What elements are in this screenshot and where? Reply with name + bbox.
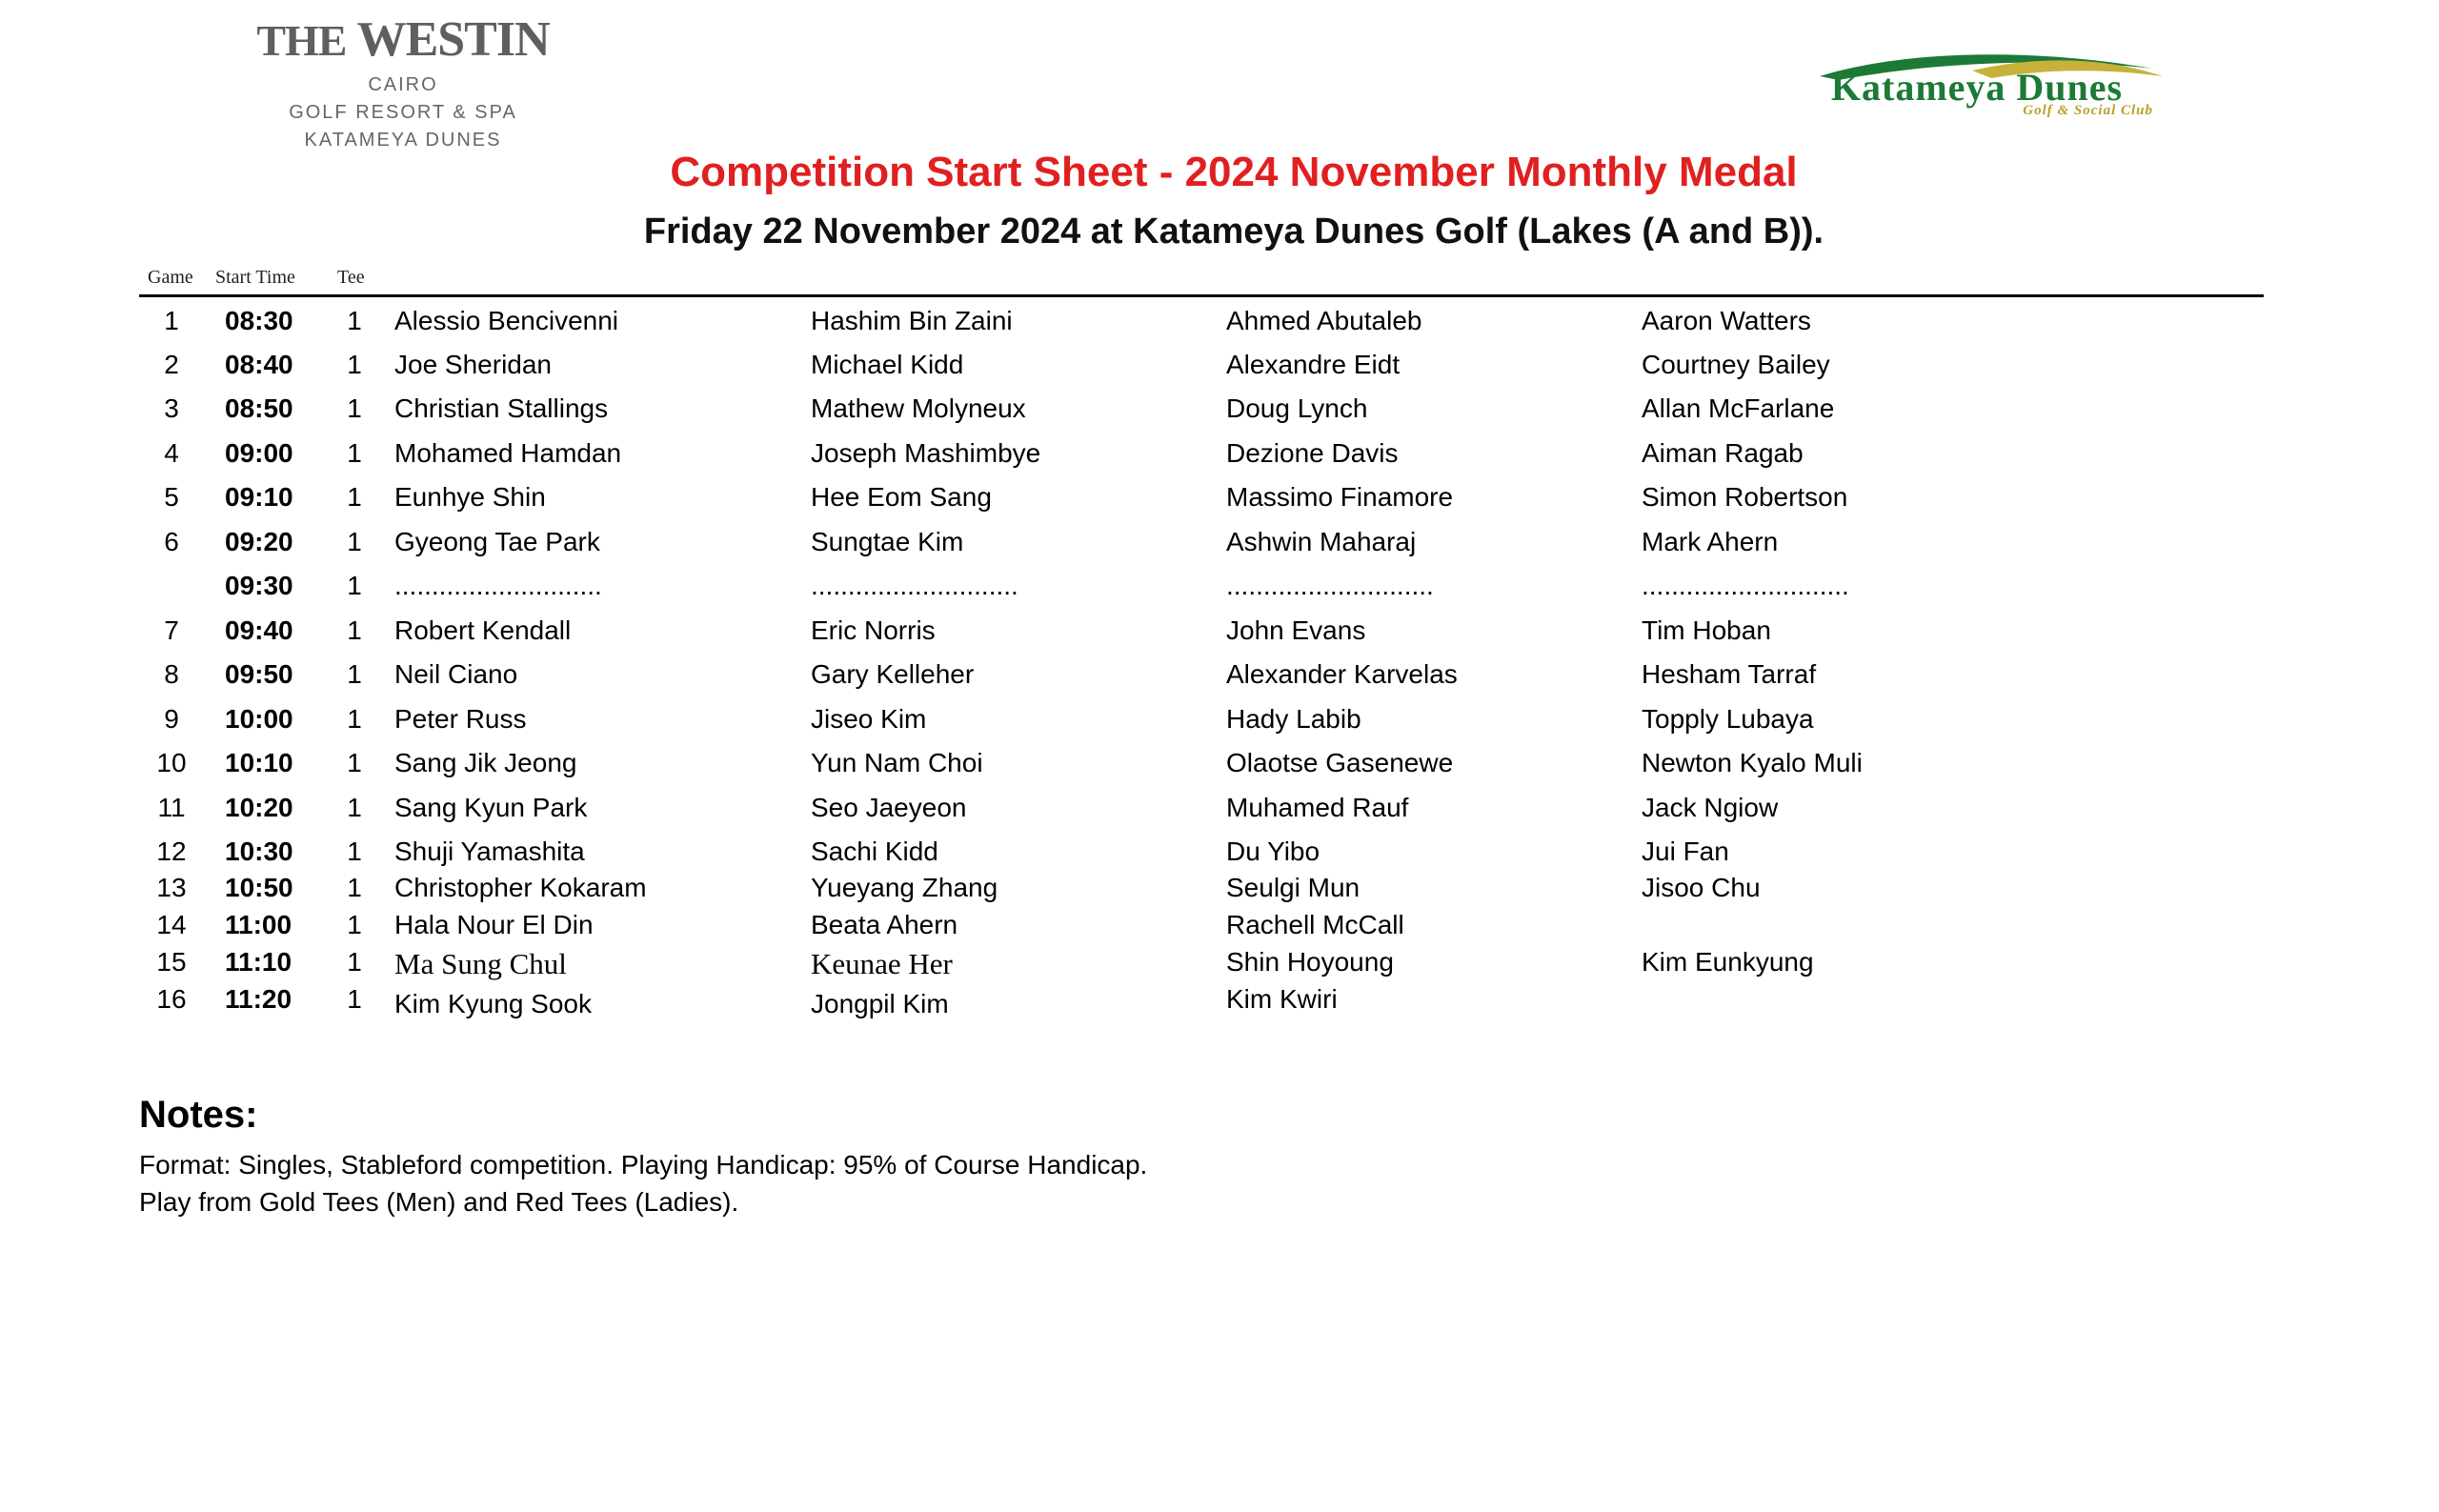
player-4: Topply Lubaya — [1642, 704, 1814, 734]
table-row — [0, 659, 2439, 697]
column-header-tee: Tee — [337, 267, 365, 288]
tee-number: 1 — [347, 659, 362, 689]
start-time: 08:50 — [225, 393, 293, 423]
player-3: Alexandre Eidt — [1226, 350, 1401, 379]
player-4: Courtney Bailey — [1642, 350, 1830, 379]
westin-logo-line: KATAMEYA DUNES — [304, 130, 502, 151]
player-2: Joseph Mashimbye — [811, 438, 1041, 468]
page-title: Competition Start Sheet - 2024 November Monthly Medal — [670, 149, 1798, 195]
game-number: 8 — [164, 659, 179, 689]
game-number: 12 — [156, 837, 187, 866]
page-subtitle: Friday 22 November 2024 at Katameya Dunes Golf (Lakes (A and B)). — [643, 212, 1824, 252]
start-time: 09:00 — [225, 438, 293, 468]
player-3: Doug Lynch — [1226, 393, 1368, 423]
table-row — [0, 910, 2439, 948]
game-number: 1 — [164, 306, 179, 335]
tee-number: 1 — [347, 527, 362, 556]
game-number: 2 — [164, 350, 179, 379]
tee-number: 1 — [347, 306, 362, 335]
game-number: 3 — [164, 393, 179, 423]
player-4: Simon Robertson — [1642, 482, 1848, 512]
start-time: 10:10 — [225, 748, 293, 777]
tee-number: 1 — [347, 910, 362, 939]
player-4: Jisoo Chu — [1642, 873, 1761, 902]
tee-number: 1 — [347, 837, 362, 866]
player-2: Jongpil Kim — [811, 989, 949, 1018]
player-2: Michael Kidd — [811, 350, 964, 379]
notes-heading: Notes: — [139, 1094, 258, 1136]
player-1: Joe Sheridan — [394, 350, 553, 379]
player-3: Ahmed Abutaleb — [1226, 306, 1422, 335]
player-3: ............................ — [1226, 571, 1434, 600]
table-row — [0, 438, 2439, 476]
tee-number: 1 — [347, 793, 362, 822]
player-3: Du Yibo — [1226, 837, 1320, 866]
westin-logo — [236, 13, 570, 154]
start-time: 11:20 — [225, 984, 292, 1014]
start-time: 09:10 — [225, 482, 293, 512]
tee-number: 1 — [347, 615, 362, 645]
start-time: 08:40 — [225, 350, 293, 379]
table-row — [0, 393, 2439, 432]
player-1: Mohamed Hamdan — [394, 438, 622, 468]
katameya-dunes-logo — [1782, 48, 2172, 124]
player-2: Beata Ahern — [811, 910, 958, 939]
player-3: Kim Kwiri — [1226, 984, 1338, 1014]
note-line: Format: Singles, Stableford competition. Playing Handicap: 95% of Course Handicap. — [139, 1150, 1148, 1179]
player-2: Keunae Her — [811, 947, 953, 980]
player-1: Christian Stallings — [394, 393, 609, 423]
table-row — [0, 793, 2439, 831]
player-4: ............................ — [1642, 571, 1849, 600]
start-time: 09:50 — [225, 659, 293, 689]
game-number: 15 — [156, 947, 187, 977]
player-1: Gyeong Tae Park — [394, 527, 600, 556]
player-2: Yueyang Zhang — [811, 873, 998, 902]
tee-number: 1 — [347, 873, 362, 902]
player-4: Aaron Watters — [1642, 306, 1811, 335]
player-3: Shin Hoyoung — [1226, 947, 1394, 977]
player-1: Neil Ciano — [394, 659, 518, 689]
player-2: Yun Nam Choi — [811, 748, 983, 777]
table-row — [0, 984, 2439, 1022]
player-1: ............................ — [394, 571, 602, 600]
table-row — [0, 482, 2439, 520]
player-1: Hala Nour El Din — [394, 910, 594, 939]
start-time: 11:10 — [225, 947, 292, 977]
player-4: Aiman Ragab — [1642, 438, 1804, 468]
table-row — [0, 571, 2439, 609]
tee-number: 1 — [347, 947, 362, 977]
player-4: Newton Kyalo Muli — [1642, 748, 1863, 777]
player-1: Ma Sung Chul — [394, 947, 567, 980]
tee-number: 1 — [347, 571, 362, 600]
player-1: Robert Kendall — [394, 615, 572, 645]
table-row — [0, 350, 2439, 388]
start-time: 10:30 — [225, 837, 293, 866]
table-row — [0, 615, 2439, 654]
player-3: Ashwin Maharaj — [1226, 527, 1417, 556]
player-4: Hesham Tarraf — [1642, 659, 1817, 689]
player-4: Tim Hoban — [1642, 615, 1771, 645]
player-4: Allan McFarlane — [1642, 393, 1835, 423]
player-3: Massimo Finamore — [1226, 482, 1454, 512]
tee-number: 1 — [347, 984, 362, 1014]
table-row — [0, 873, 2439, 911]
table-row — [0, 527, 2439, 565]
note-line: Play from Gold Tees (Men) and Red Tees (Ladies). — [139, 1187, 739, 1217]
start-time: 10:00 — [225, 704, 293, 734]
player-2: Gary Kelleher — [811, 659, 975, 689]
game-number: 14 — [156, 910, 187, 939]
player-1: Kim Kyung Sook — [394, 989, 592, 1018]
table-row — [0, 306, 2439, 344]
game-number: 6 — [164, 527, 179, 556]
player-3: Alexander Karvelas — [1226, 659, 1458, 689]
start-time: 10:50 — [225, 873, 293, 902]
player-3: Olaotse Gasenewe — [1226, 748, 1454, 777]
player-4: Jui Fan — [1642, 837, 1729, 866]
tee-number: 1 — [347, 393, 362, 423]
game-number: 13 — [156, 873, 187, 902]
tee-number: 1 — [347, 438, 362, 468]
westin-logo-wordmark: THE WESTIN — [256, 12, 550, 67]
player-3: Hady Labib — [1226, 704, 1361, 734]
game-number: 9 — [164, 704, 179, 734]
column-header-game: Game — [148, 267, 193, 288]
game-number: 4 — [164, 438, 179, 468]
katameya-dunes-tagline: Golf & Social Club — [2023, 103, 2153, 118]
player-2: Sungtae Kim — [811, 527, 964, 556]
game-number: 5 — [164, 482, 179, 512]
header-divider — [139, 294, 2264, 297]
table-row — [0, 748, 2439, 786]
player-2: Mathew Molyneux — [811, 393, 1026, 423]
westin-logo-line: CAIRO — [368, 74, 438, 95]
player-2: ............................ — [811, 571, 1018, 600]
player-3: Rachell McCall — [1226, 910, 1404, 939]
game-number: 11 — [157, 793, 186, 822]
table-row — [0, 704, 2439, 742]
player-4: Mark Ahern — [1642, 527, 1779, 556]
start-time: 09:20 — [225, 527, 293, 556]
player-1: Eunhye Shin — [394, 482, 546, 512]
westin-logo-line: GOLF RESORT & SPA — [289, 102, 517, 123]
player-2: Hee Eom Sang — [811, 482, 992, 512]
game-number: 7 — [164, 615, 179, 645]
player-1: Shuji Yamashita — [394, 837, 585, 866]
table-row — [0, 837, 2439, 875]
table-row — [0, 947, 2439, 985]
tee-number: 1 — [347, 748, 362, 777]
player-3: Muhamed Rauf — [1226, 793, 1409, 822]
player-1: Sang Jik Jeong — [394, 748, 577, 777]
player-2: Eric Norris — [811, 615, 936, 645]
tee-number: 1 — [347, 482, 362, 512]
player-4: Kim Eunkyung — [1642, 947, 1814, 977]
start-time: 11:00 — [225, 910, 292, 939]
column-header-start-time: Start Time — [215, 267, 295, 288]
player-1: Sang Kyun Park — [394, 793, 588, 822]
player-2: Sachi Kidd — [811, 837, 938, 866]
player-2: Seo Jaeyeon — [811, 793, 967, 822]
start-time: 09:30 — [225, 571, 293, 600]
start-time: 10:20 — [225, 793, 293, 822]
start-time: 08:30 — [225, 306, 293, 335]
game-number: 16 — [156, 984, 187, 1014]
player-3: John Evans — [1226, 615, 1366, 645]
tee-number: 1 — [347, 704, 362, 734]
player-1: Peter Russ — [394, 704, 527, 734]
player-4: Jack Ngiow — [1642, 793, 1779, 822]
player-2: Jiseo Kim — [811, 704, 927, 734]
player-2: Hashim Bin Zaini — [811, 306, 1013, 335]
start-time: 09:40 — [225, 615, 293, 645]
player-3: Seulgi Mun — [1226, 873, 1361, 902]
game-number: 10 — [156, 748, 187, 777]
tee-number: 1 — [347, 350, 362, 379]
player-3: Dezione Davis — [1226, 438, 1399, 468]
player-1: Alessio Bencivenni — [394, 306, 619, 335]
katameya-dunes-name: Katameya Dunes — [1830, 66, 2124, 109]
player-1: Christopher Kokaram — [394, 873, 647, 902]
